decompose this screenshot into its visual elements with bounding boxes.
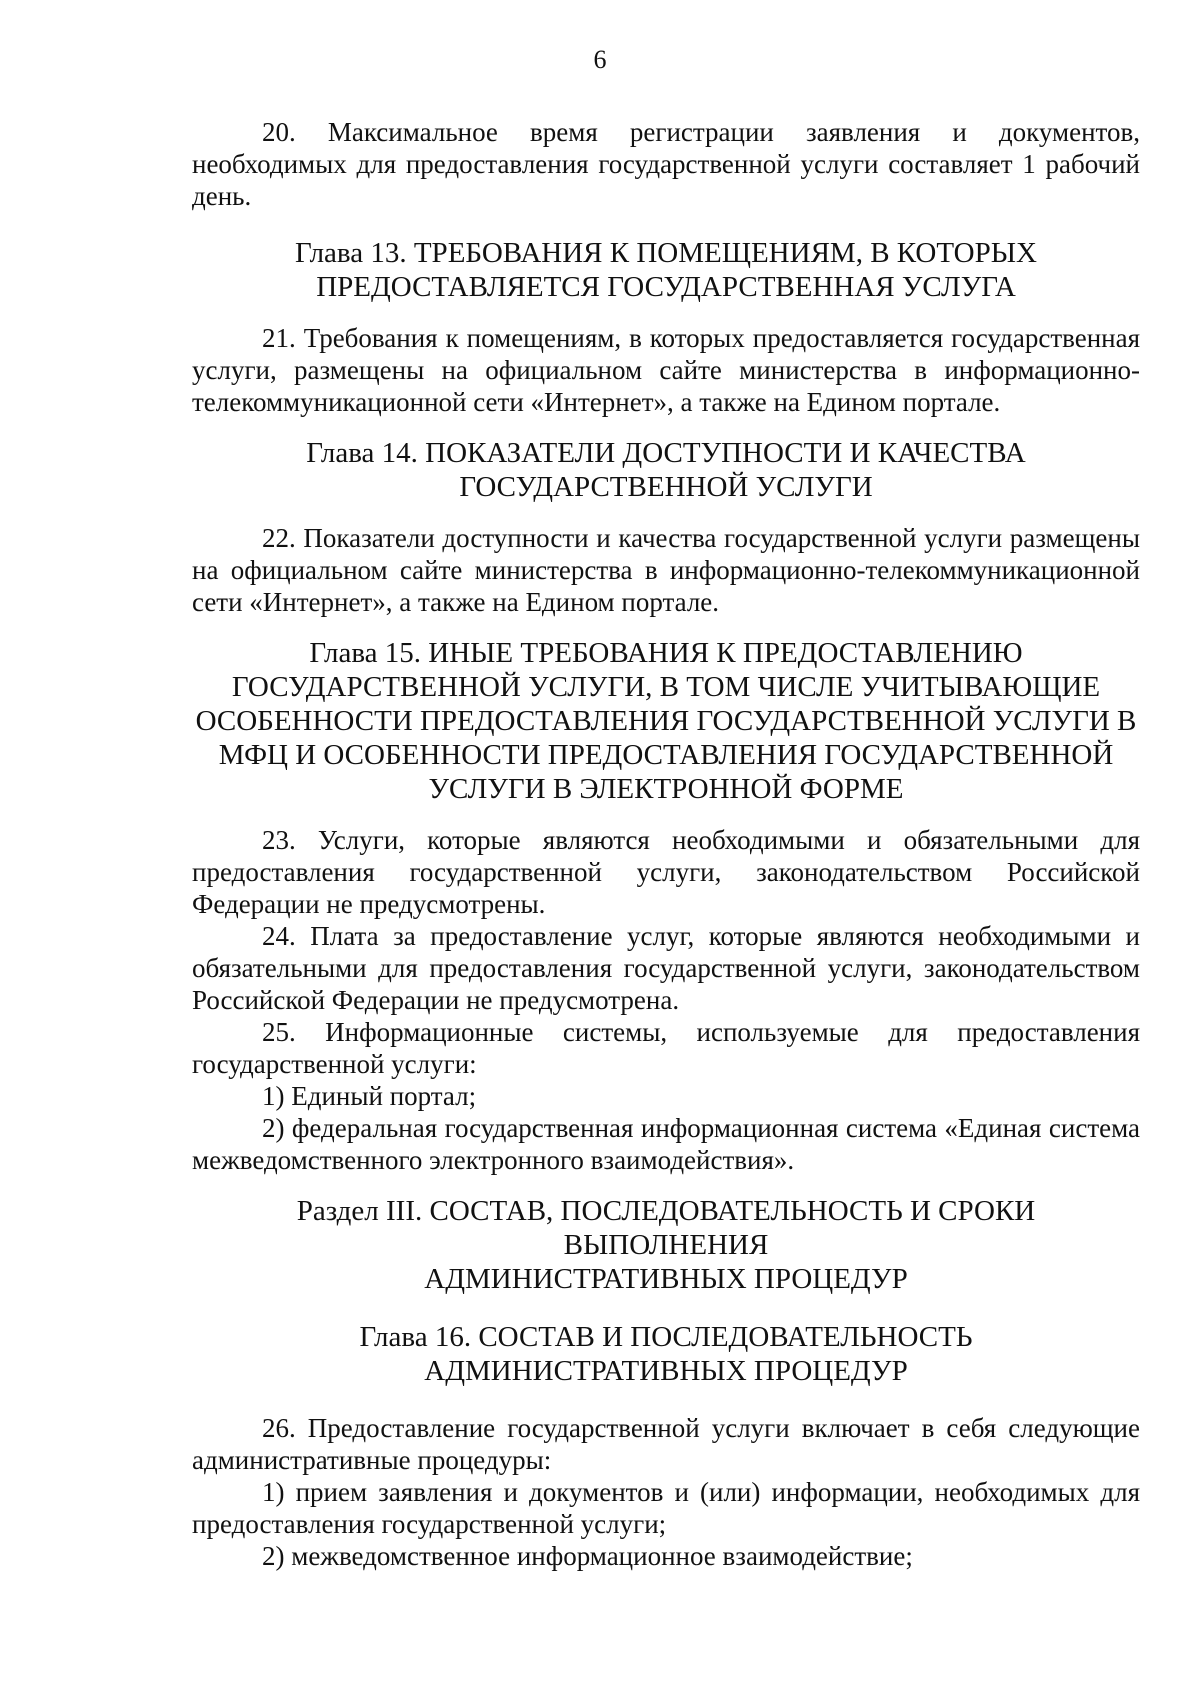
list-item-25-2: 2) федеральная государственная информационная система «Единая система межведомственного электронного взаимодействия». [192, 1113, 1140, 1175]
chapter-13-heading [192, 236, 1140, 304]
heading-line: УСЛУГИ В ЭЛЕКТРОННОЙ ФОРМЕ [428, 773, 904, 805]
document-body [192, 116, 1140, 1572]
section-3-heading [192, 1194, 1140, 1296]
heading-line: ГОСУДАРСТВЕННОЙ УСЛУГИ, В ТОМ ЧИСЛЕ УЧИТЫВАЮЩИЕ [231, 671, 1101, 703]
page-number: 6 [593, 45, 607, 74]
paragraph-25: 25. Информационные системы, используемые для предоставления государственной услуги: [192, 1017, 1140, 1079]
heading-line: АДМИНИСТРАТИВНЫХ ПРОЦЕДУР [424, 1355, 908, 1387]
heading-line: ГОСУДАРСТВЕННОЙ УСЛУГИ [459, 471, 873, 503]
paragraph-26: 26. Предоставление государственной услуги включает в себя следующие административные процедуры: [192, 1413, 1140, 1475]
heading-line: Глава 13. ТРЕБОВАНИЯ К ПОМЕЩЕНИЯМ, В КОТОРЫХ [294, 237, 1037, 269]
chapter-14-heading [192, 436, 1140, 504]
heading-line: Глава 16. СОСТАВ И ПОСЛЕДОВАТЕЛЬНОСТЬ [359, 1321, 973, 1353]
chapter-15-heading [192, 636, 1140, 806]
heading-line: ОСОБЕННОСТИ ПРЕДОСТАВЛЕНИЯ ГОСУДАРСТВЕННОЙ УСЛУГИ В [195, 705, 1137, 737]
paragraph-24: 24. Плата за предоставление услуг, которые являются необходимыми и обязательными для предоставления государственной услуги, законодательством Российской Федерации не предусмотрена. [192, 921, 1140, 1015]
heading-line: МФЦ И ОСОБЕННОСТИ ПРЕДОСТАВЛЕНИЯ ГОСУДАРСТВЕННОЙ [218, 739, 1114, 771]
heading-line: Глава 14. ПОКАЗАТЕЛИ ДОСТУПНОСТИ И КАЧЕСТВА [306, 437, 1026, 469]
list-item-26-1: 1) прием заявления и документов и (или) информации, необходимых для предоставления государственной услуги; [192, 1477, 1140, 1539]
heading-line: Глава 15. ИНЫЕ ТРЕБОВАНИЯ К ПРЕДОСТАВЛЕНИЮ [309, 637, 1023, 669]
paragraph-20: 20. Максимальное время регистрации заявления и документов, необходимых для предоставления государственной услуги составляет 1 рабочий день. [192, 117, 1140, 211]
heading-line: АДМИНИСТРАТИВНЫХ ПРОЦЕДУР [424, 1263, 908, 1295]
chapter-16-heading [192, 1320, 1140, 1388]
paragraph-21: 21. Требования к помещениям, в которых предоставляется государственная услуги, размещены на официальном сайте министерства в информационно-телекоммуникационной сети «Интернет», а также на Едином портале. [192, 323, 1140, 417]
heading-line: Раздел III. СОСТАВ, ПОСЛЕДОВАТЕЛЬНОСТЬ И СРОКИ ВЫПОЛНЕНИЯ [296, 1195, 1036, 1261]
list-item-25-1: 1) Единый портал; [262, 1081, 477, 1111]
heading-line: ПРЕДОСТАВЛЯЕТСЯ ГОСУДАРСТВЕННАЯ УСЛУГА [316, 271, 1016, 303]
paragraph-22: 22. Показатели доступности и качества государственной услуги размещены на официальном сайте министерства в информационно-телекоммуникационной сети «Интернет», а также на Едином портале. [192, 523, 1140, 617]
paragraph-23: 23. Услуги, которые являются необходимыми и обязательными для предоставления государственной услуги, законодательством Российской Федерации не предусмотрены. [192, 825, 1140, 919]
list-item-26-2: 2) межведомственное информационное взаимодействие; [262, 1541, 913, 1571]
